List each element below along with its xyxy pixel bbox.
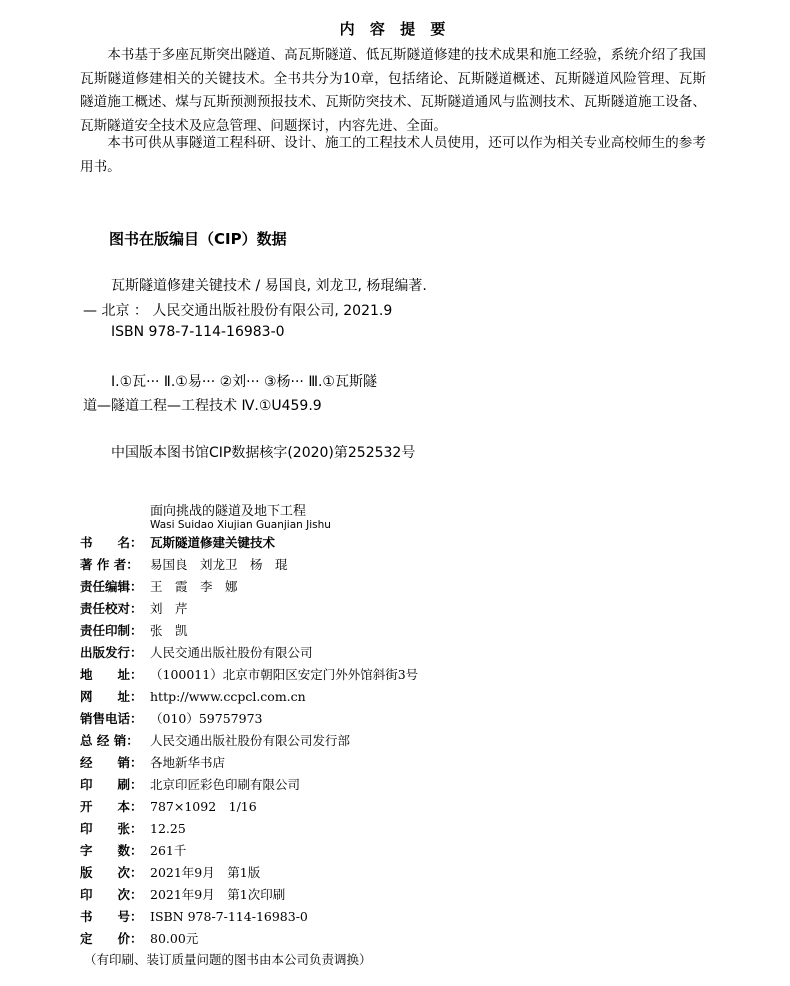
info-value: 张 凯: [150, 623, 188, 638]
info-label: 版 次：: [80, 865, 143, 880]
info-label: 责任编辑：: [80, 579, 143, 594]
series-pinyin: Wasi Suidao Xiujian Guanjian Jishu: [150, 519, 331, 531]
info-value: 人民交通出版社股份有限公司发行部: [150, 733, 351, 748]
info-value: 王 霞 李 娜: [150, 579, 238, 594]
info-row-print-manager: [80, 620, 700, 642]
info-label: 字 数：: [80, 843, 143, 858]
series-title: 面向挑战的隧道及地下工程: [150, 504, 307, 519]
cip-title: 图书在版编目（CIP）数据: [109, 230, 287, 248]
info-row-printer: [80, 774, 700, 796]
info-row-word-count: [80, 840, 700, 862]
info-row-price: [80, 928, 700, 950]
cip-record-number: 中国版本图书馆CIP数据核字(2020)第252532号: [111, 445, 416, 461]
info-label: 销售电话：: [80, 711, 143, 726]
cip-classification-2: 道—隧道工程—工程技术 Ⅳ.①U459.9: [83, 398, 322, 414]
info-value: 各地新华书店: [150, 755, 226, 770]
summary-paragraph-2: 本书可供从事隧道工程科研、设计、施工的工程技术人员使用，还可以作为相关专业高校师生的参考用书。: [80, 135, 706, 175]
info-row-isbn: [80, 906, 700, 928]
info-value: 2021年9月 第1次印刷: [150, 887, 286, 902]
cip-isbn: ISBN 978-7-114-16983-0: [111, 324, 285, 340]
info-value: ISBN 978-7-114-16983-0: [150, 909, 308, 924]
info-row-impression: [80, 884, 700, 906]
info-value: 北京印匠彩色印刷有限公司: [150, 777, 301, 792]
info-row-website: [80, 686, 700, 708]
cip-line-1: 瓦斯隧道修建关键技术 / 易国良, 刘龙卫, 杨琨编著.: [111, 278, 427, 294]
info-label: 网 址：: [80, 689, 143, 704]
info-value: 刘 芹: [150, 601, 188, 616]
info-row-sheets: [80, 818, 700, 840]
summary-paragraph-1: 本书基于多座瓦斯突出隧道、高瓦斯隧道、低瓦斯隧道修建的技术成果和施工经验，系统介绍了我国瓦斯隧道修建相关的关键技术。全书共分为10章，包括绪论、瓦斯隧道概述、瓦斯隧道风险管理、瓦斯隧道施工概述、煤与瓦斯预测预报技术、瓦斯防突技术、瓦斯隧道通风与监测技术、瓦斯隧道施工设备、瓦斯隧道安全技术及应急管理、问题探讨，内容先进、全面。: [80, 47, 706, 134]
summary-title: 内 容 提 要: [339, 20, 451, 38]
info-label: 开 本：: [80, 799, 143, 814]
info-value: 2021年9月 第1版: [150, 865, 261, 880]
info-value: 人民交通出版社股份有限公司: [150, 645, 313, 660]
info-row-title: [80, 532, 700, 554]
quality-notice: （有印刷、装订质量问题的图书由本公司负责调换）: [84, 952, 372, 967]
info-row-edition: [80, 862, 700, 884]
info-label: 定 价：: [80, 931, 143, 946]
cip-classification-1: Ⅰ.①瓦··· Ⅱ.①易··· ②刘··· ③杨··· Ⅲ.①瓦斯隧: [111, 374, 377, 390]
info-label: 经 销：: [80, 755, 143, 770]
info-row-address: [80, 664, 700, 686]
info-value: 12.25: [150, 821, 186, 836]
info-label: 责任印制：: [80, 623, 143, 638]
info-value: 261千: [150, 843, 187, 858]
info-value: （100011）北京市朝阳区安定门外外馆斜街3号: [150, 667, 419, 682]
info-row-distributor: [80, 730, 700, 752]
info-row-format: [80, 796, 700, 818]
info-label: 著 作 者：: [80, 557, 139, 572]
info-label: 书 名：: [80, 535, 143, 550]
info-value: 80.00元: [150, 931, 199, 946]
info-row-phone: [80, 708, 700, 730]
info-row-editors: [80, 576, 700, 598]
info-row-proofreader: [80, 598, 700, 620]
cip-line-2: — 北京 ： 人民交通出版社股份有限公司, 2021.9: [83, 303, 393, 319]
info-label: 总 经 销：: [80, 733, 139, 748]
info-value: http://www.ccpcl.com.cn: [150, 689, 306, 704]
info-label: 印 次：: [80, 887, 143, 902]
info-value: （010）59757973: [150, 711, 263, 726]
info-label: 书 号：: [80, 909, 143, 924]
info-value: 易国良 刘龙卫 杨 琨: [150, 557, 288, 572]
info-label: 印 张：: [80, 821, 143, 836]
info-row-publisher: [80, 642, 700, 664]
info-label: 印 刷：: [80, 777, 143, 792]
info-value: 787×1092 1/16: [150, 799, 257, 814]
info-label: 出版发行：: [80, 645, 143, 660]
info-label: 责任校对：: [80, 601, 143, 616]
info-row-seller: [80, 752, 700, 774]
info-label: 地 址：: [80, 667, 143, 682]
info-row-authors: [80, 554, 700, 576]
info-value: 瓦斯隧道修建关键技术: [150, 535, 276, 550]
